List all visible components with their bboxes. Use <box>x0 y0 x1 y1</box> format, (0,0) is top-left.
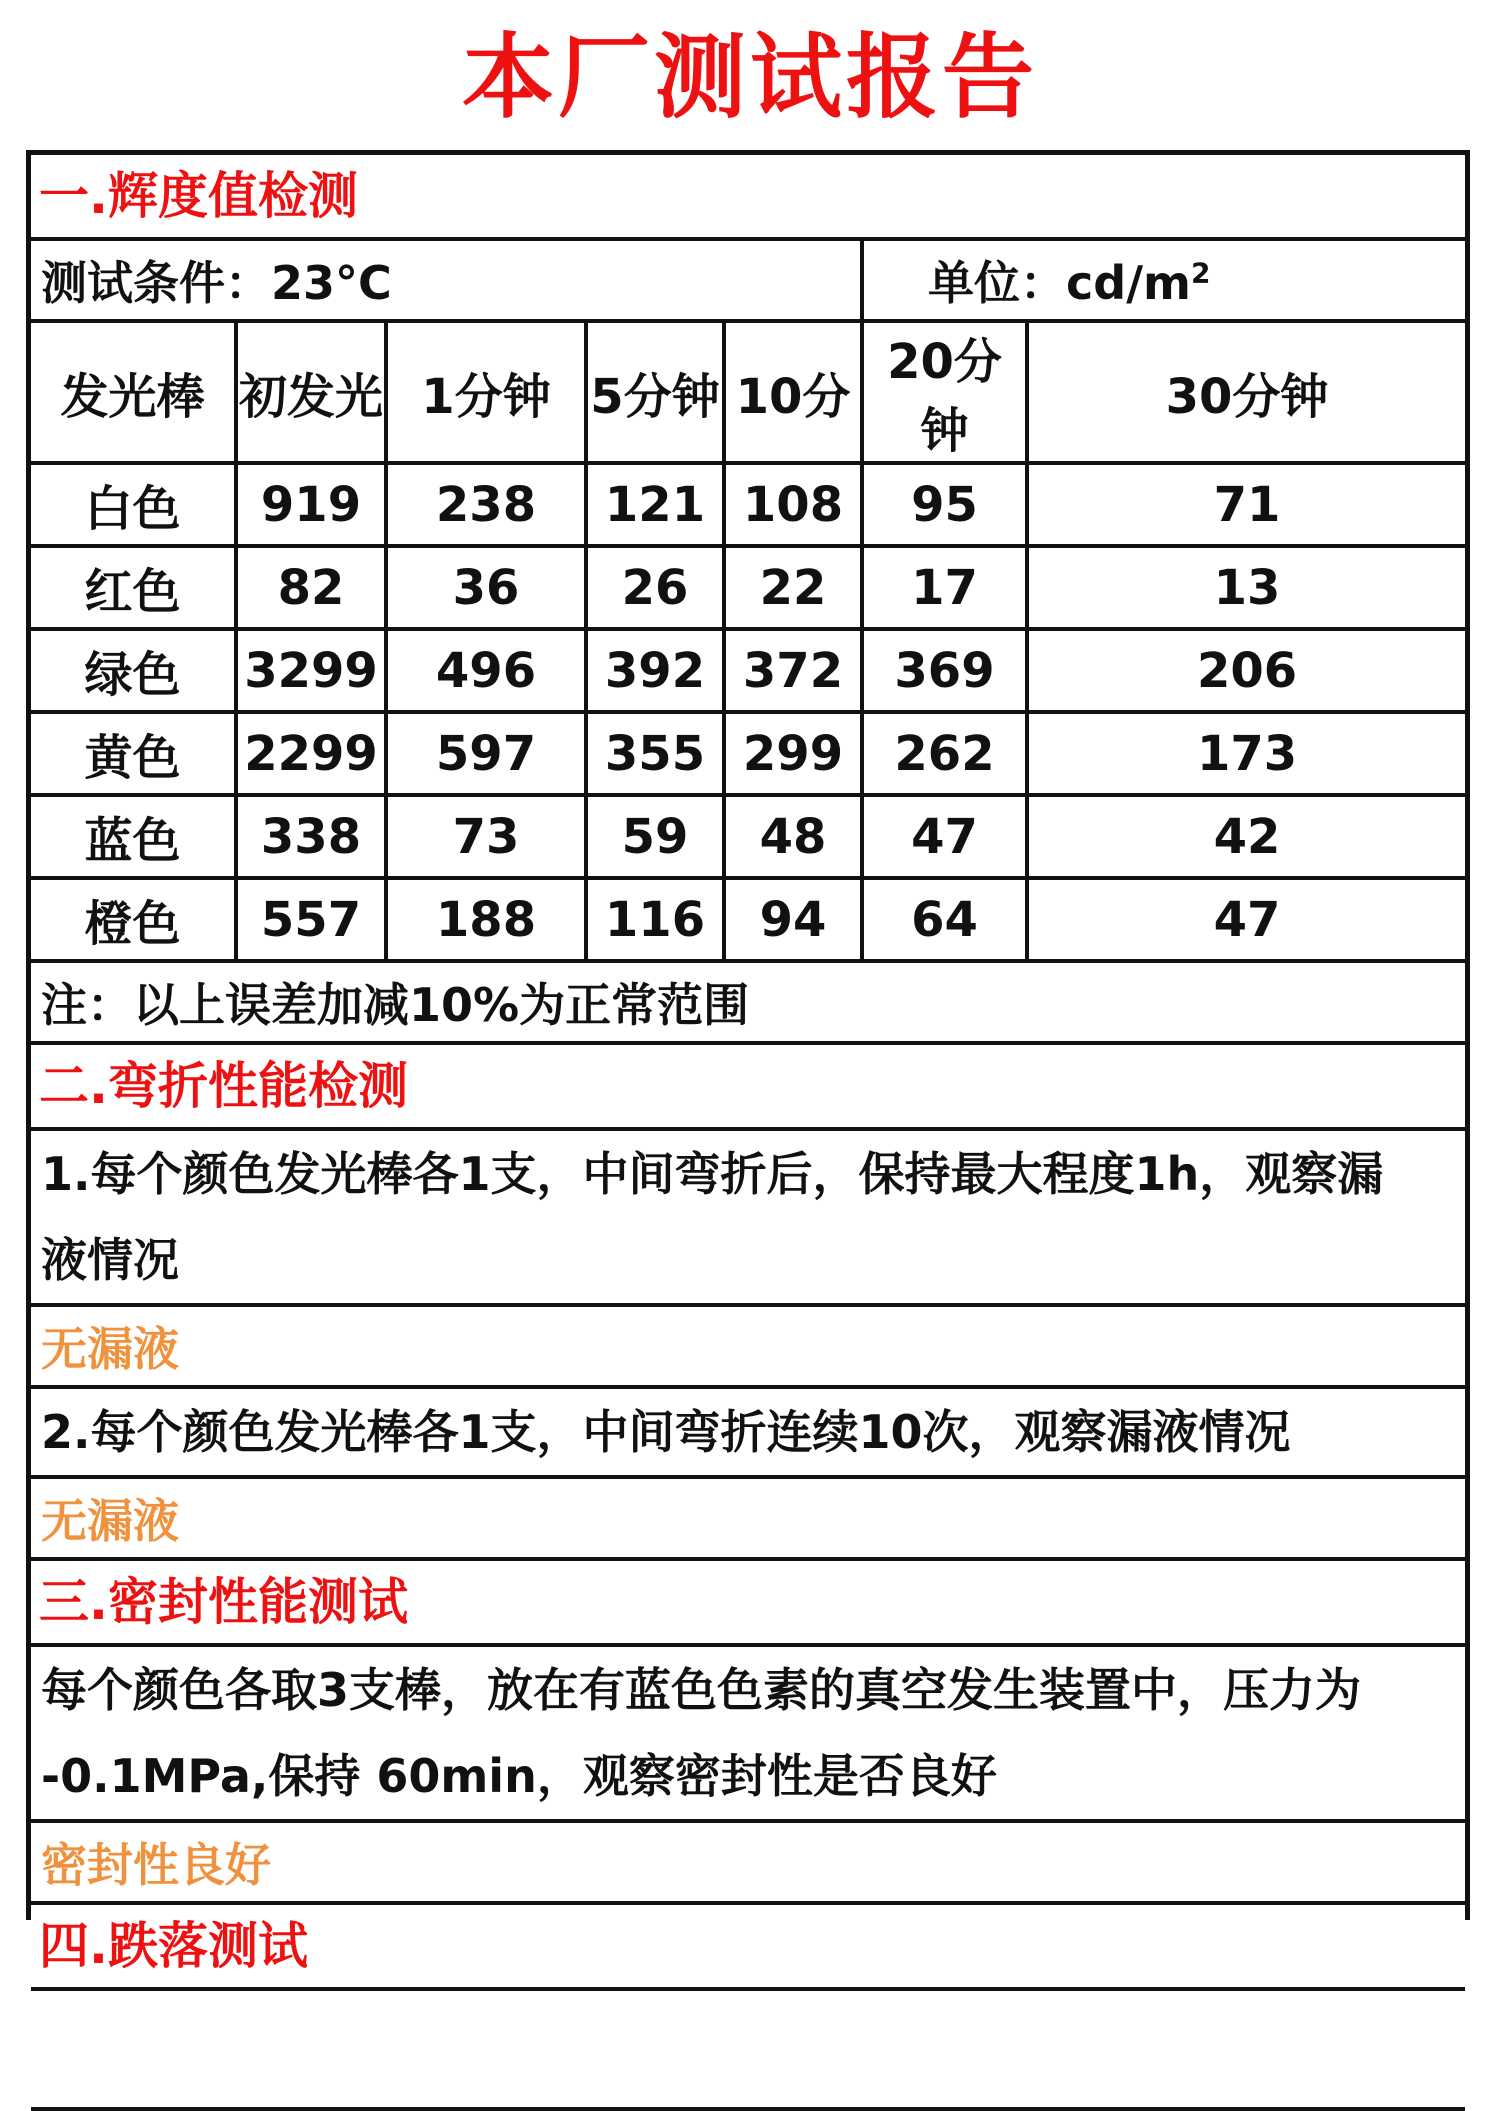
bend-test1-result: 无漏液 <box>31 1305 1465 1387</box>
bend-test1-description <box>31 1129 1465 1305</box>
table-cell: 82 <box>236 546 386 629</box>
bend-test2-description: 2.每个颜色发光棒各1支，中间弯折连续10次，观察漏液情况 <box>31 1387 1465 1477</box>
table-cell: 262 <box>862 712 1027 795</box>
table-cell: 26 <box>586 546 724 629</box>
drop-test-description-cutoff <box>31 1989 1465 2109</box>
column-header: 20分钟 <box>862 321 1027 463</box>
table-cell: 372 <box>724 629 862 712</box>
table-cell: 206 <box>1027 629 1465 712</box>
table-row <box>31 795 1465 878</box>
table-cell: 557 <box>236 878 386 961</box>
table-cell: 59 <box>586 795 724 878</box>
column-header: 30分钟 <box>1027 321 1465 463</box>
table-cell: 338 <box>236 795 386 878</box>
table-cell: 121 <box>586 463 724 546</box>
seal-test-result: 密封性良好 <box>31 1821 1465 1903</box>
table-cell: 22 <box>724 546 862 629</box>
table-cell: 392 <box>586 629 724 712</box>
column-header: 发光棒 <box>31 321 236 463</box>
table-row <box>31 712 1465 795</box>
table-cell: 919 <box>236 463 386 546</box>
bend-test1-line1: 1.每个颜色发光棒各1支，中间弯折后，保持最大程度1h，观察漏 <box>41 1147 1384 1201</box>
section4-heading: 四.跌落测试 <box>31 1903 1465 1989</box>
table-cell: 36 <box>386 546 586 629</box>
table-cell: 116 <box>586 878 724 961</box>
table-cell: 173 <box>1027 712 1465 795</box>
table-cell: 橙色 <box>31 878 236 961</box>
table-cell: 299 <box>724 712 862 795</box>
section3-heading: 三.密封性能测试 <box>31 1559 1465 1645</box>
table-cell: 13 <box>1027 546 1465 629</box>
report-table <box>31 155 1465 2111</box>
column-header: 10分 <box>724 321 862 463</box>
table-cell: 71 <box>1027 463 1465 546</box>
table-row <box>31 463 1465 546</box>
table-cell: 绿色 <box>31 629 236 712</box>
table-cell: 3299 <box>236 629 386 712</box>
bend-test2-result: 无漏液 <box>31 1477 1465 1559</box>
table-cell: 188 <box>386 878 586 961</box>
section2-heading: 二.弯折性能检测 <box>31 1043 1465 1129</box>
table-cell: 94 <box>724 878 862 961</box>
table-cell: 597 <box>386 712 586 795</box>
table-cell: 369 <box>862 629 1027 712</box>
table-cell: 238 <box>386 463 586 546</box>
section1-heading: 一.辉度值检测 <box>31 155 1465 239</box>
tolerance-note: 注：以上误差加减10%为正常范围 <box>31 961 1465 1043</box>
table-cell: 496 <box>386 629 586 712</box>
table-cell: 47 <box>862 795 1027 878</box>
table-cell: 64 <box>862 878 1027 961</box>
table-row <box>31 546 1465 629</box>
bend-test1-line2: 液情况 <box>41 1233 179 1287</box>
table-cell: 108 <box>724 463 862 546</box>
table-cell: 355 <box>586 712 724 795</box>
table-cell: 48 <box>724 795 862 878</box>
table-cell: 42 <box>1027 795 1465 878</box>
table-cell: 白色 <box>31 463 236 546</box>
table-cell: 95 <box>862 463 1027 546</box>
luminance-header-row <box>31 321 1465 463</box>
table-cell: 2299 <box>236 712 386 795</box>
seal-test-description <box>31 1645 1465 1821</box>
table-cell: 蓝色 <box>31 795 236 878</box>
test-condition: 测试条件：23°C <box>31 239 862 321</box>
seal-test-line1: 每个颜色各取3支棒，放在有蓝色色素的真空发生装置中，压力为 <box>41 1663 1362 1717</box>
table-row <box>31 878 1465 961</box>
unit-superscript: 2 <box>1190 256 1211 290</box>
table-row <box>31 629 1465 712</box>
report-title: 本厂测试报告 <box>461 24 1038 131</box>
unit-text: 单位：cd/m <box>928 256 1191 310</box>
table-cell: 47 <box>1027 878 1465 961</box>
table-cell: 红色 <box>31 546 236 629</box>
table-cell: 73 <box>386 795 586 878</box>
table-cell: 黄色 <box>31 712 236 795</box>
column-header: 初发光 <box>236 321 386 463</box>
report-table-frame <box>26 150 1470 1975</box>
seal-test-line2: -0.1MPa,保持 60min，观察密封性是否良好 <box>41 1749 997 1803</box>
table-cell: 17 <box>862 546 1027 629</box>
unit-label <box>862 239 1465 321</box>
column-header: 5分钟 <box>586 321 724 463</box>
column-header: 1分钟 <box>386 321 586 463</box>
